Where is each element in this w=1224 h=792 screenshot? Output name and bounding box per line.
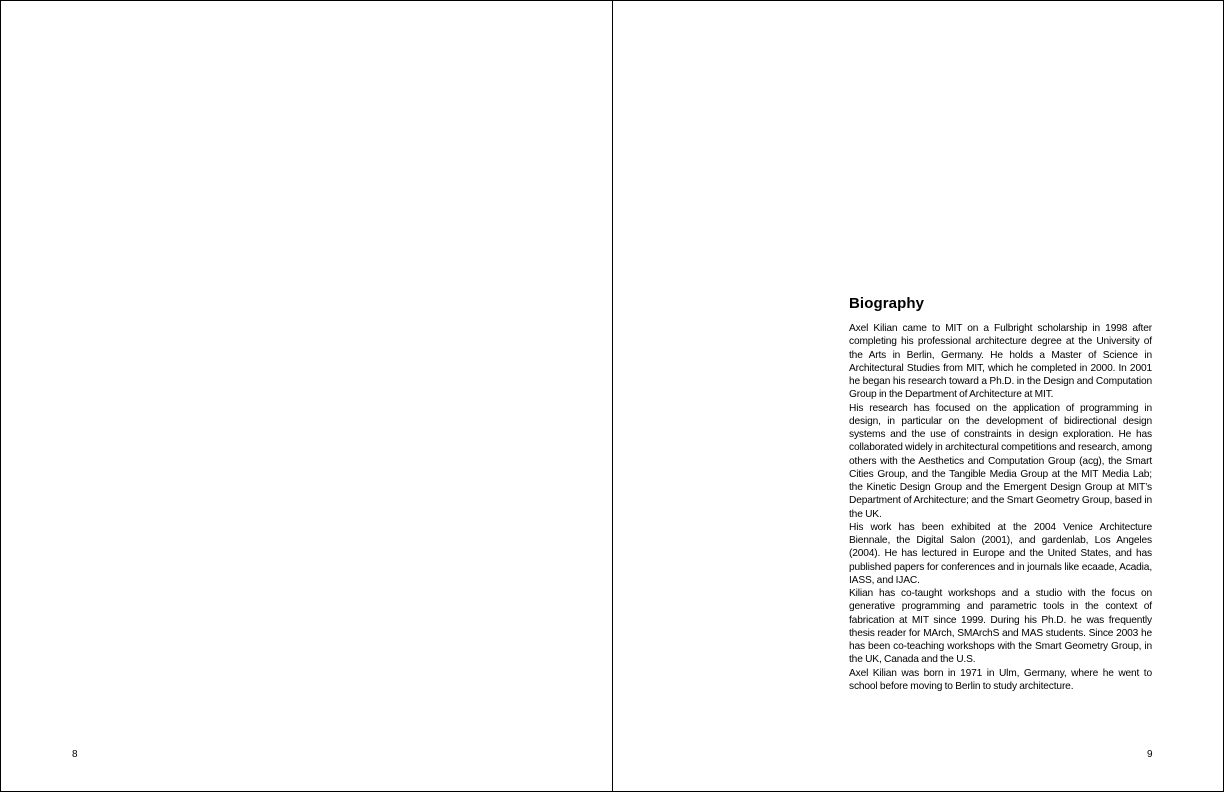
biography-paragraph-4: Kilian has co-taught workshops and a studio with the focus on generative programming and parametric tools in the context of fabrication at MIT since 1999. During his Ph.D. he was frequently thesis reader for MArch, SMArchS and MAS students. Since 2003 he has been co-teaching workshops with the Smart Geometry Group, in the UK, Canada and the U.S.: [849, 588, 1152, 666]
page-number-left: 8: [72, 749, 78, 760]
biography-paragraph-1: Axel Kilian came to MIT on a Fulbright scholarship in 1998 after completing his professional architecture degree at the University of the Arts in Berlin, Germany. He holds a Master of Science in Architectural Studies from MIT, which he completed in 2000. In 2001 he began his research toward a Ph.D. in the Design and Computation Group in the Department of Architecture at MIT.: [849, 323, 1152, 401]
biography-heading: Biography: [849, 295, 925, 312]
right-page: [612, 0, 1224, 792]
page-number-right: 9: [1147, 749, 1153, 760]
biography-paragraph-3: His work has been exhibited at the 2004 Venice Architecture Biennale, the Digital Salon (2001), and gardenlab, Los Angeles (2004). He has lectured in Europe and the United States, and has published papers for conferences and in journals like ecaade, Acadia, IASS, and IJAC.: [849, 521, 1152, 586]
biography-section: [849, 295, 1152, 693]
biography-paragraph-5: Axel Kilian was born in 1971 in Ulm, Germany, where he went to school before moving to Berlin to study architecture.: [849, 667, 1152, 692]
biography-paragraph-2: His research has focused on the application of programming in design, in particular on the development of bidirectional design systems and the use of constraints in design exploration. He has collaborated widely in architectural competitions and research, among others with the Aesthetics and Computation Group (acg), the Smart Cities Group, and the Tangible Media Group at the MIT Media Lab; the Kinetic Design Group and the Emergent Design Group at MIT’s Department of Architecture; and the Smart Geometry Group, based in the UK.: [849, 402, 1152, 520]
